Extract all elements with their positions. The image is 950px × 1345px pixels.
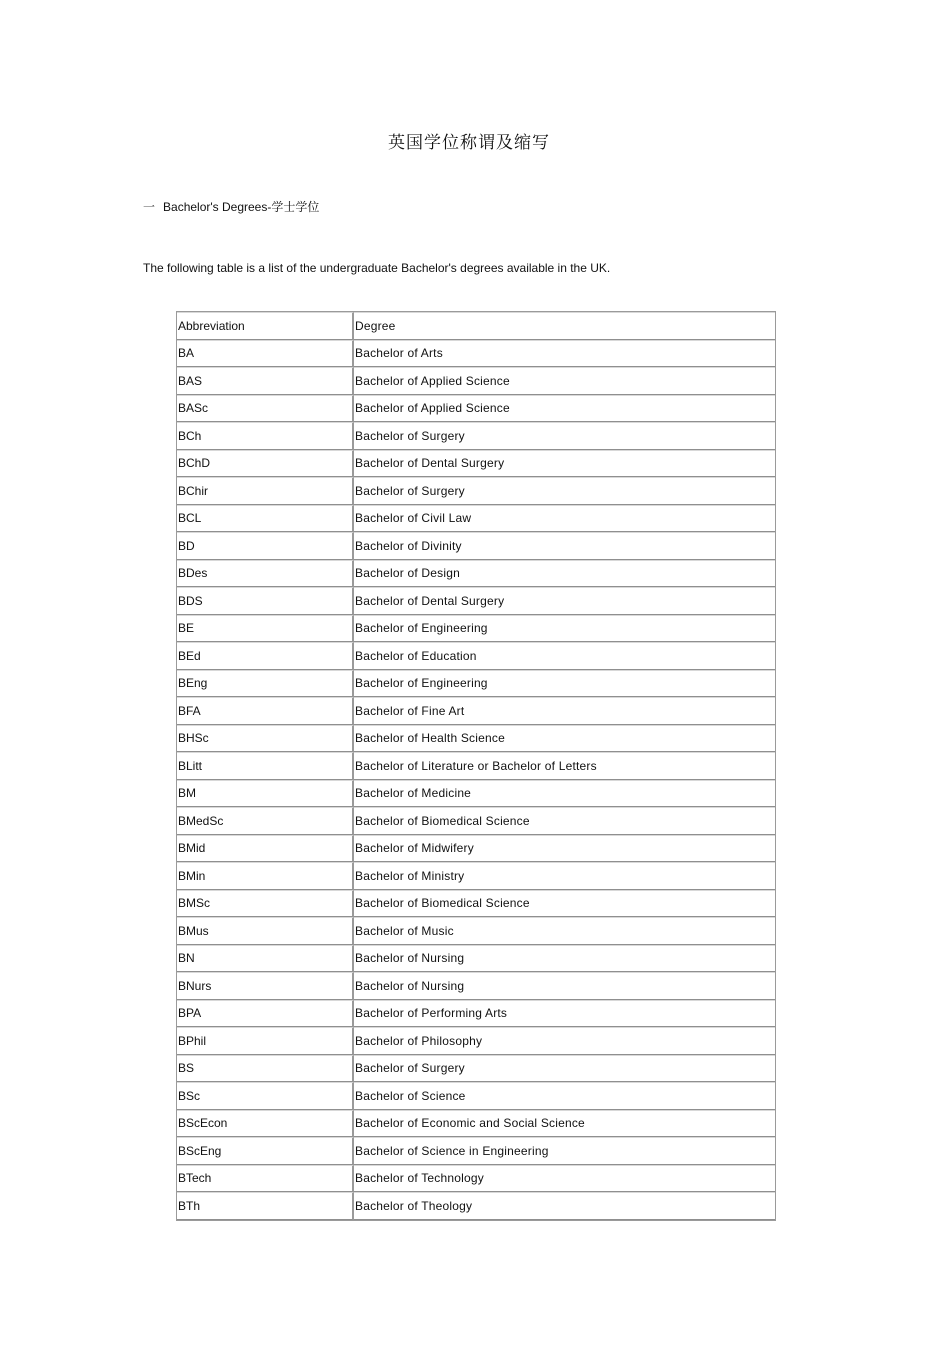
cell-degree: Bachelor of Economic and Social Science bbox=[354, 1110, 775, 1138]
table-row bbox=[177, 945, 775, 973]
cell-abbreviation: BChD bbox=[177, 450, 354, 478]
cell-degree: Bachelor of Health Science bbox=[354, 725, 775, 753]
cell-abbreviation: BNurs bbox=[177, 972, 354, 1000]
cell-degree: Bachelor of Engineering bbox=[354, 670, 775, 698]
section-heading bbox=[143, 198, 319, 215]
cell-abbreviation: BS bbox=[177, 1055, 354, 1083]
cell-abbreviation: BCh bbox=[177, 422, 354, 450]
cell-abbreviation: BMus bbox=[177, 917, 354, 945]
page-title: 英国学位称谓及缩写 bbox=[388, 133, 550, 153]
table-row bbox=[177, 725, 775, 753]
cell-abbreviation: BHSc bbox=[177, 725, 354, 753]
degrees-table bbox=[177, 312, 775, 1220]
table-row bbox=[177, 532, 775, 560]
cell-abbreviation: BMedSc bbox=[177, 807, 354, 835]
cell-abbreviation: BMSc bbox=[177, 890, 354, 918]
cell-degree: Bachelor of Surgery bbox=[354, 422, 775, 450]
table-row bbox=[177, 340, 775, 368]
table-row bbox=[177, 505, 775, 533]
section-number: 一 bbox=[143, 200, 156, 214]
cell-degree: Bachelor of Education bbox=[354, 642, 775, 670]
table-row bbox=[177, 560, 775, 588]
intro-paragraph: The following table is a list of the undergraduate Bachelor's degrees available in the UK. bbox=[143, 261, 611, 275]
cell-abbreviation: BTh bbox=[177, 1192, 354, 1220]
table-row bbox=[177, 752, 775, 780]
cell-degree: Bachelor of Dental Surgery bbox=[354, 587, 775, 615]
cell-degree: Bachelor of Civil Law bbox=[354, 505, 775, 533]
cell-degree: Bachelor of Technology bbox=[354, 1165, 775, 1193]
table-row bbox=[177, 1192, 775, 1220]
cell-degree: Bachelor of Medicine bbox=[354, 780, 775, 808]
cell-degree: Bachelor of Science in Engineering bbox=[354, 1137, 775, 1165]
table-row bbox=[177, 615, 775, 643]
table-row bbox=[177, 477, 775, 505]
table-row bbox=[177, 1165, 775, 1193]
table-row bbox=[177, 1082, 775, 1110]
cell-degree: Bachelor of Dental Surgery bbox=[354, 450, 775, 478]
table-row bbox=[177, 917, 775, 945]
table-row bbox=[177, 670, 775, 698]
cell-abbreviation: BD bbox=[177, 532, 354, 560]
table-row bbox=[177, 807, 775, 835]
section-label-cn: 学士学位 bbox=[271, 200, 320, 214]
header-abbreviation: Abbreviation bbox=[177, 312, 354, 340]
table-row bbox=[177, 862, 775, 890]
cell-abbreviation: BScEng bbox=[177, 1137, 354, 1165]
cell-degree: Bachelor of Design bbox=[354, 560, 775, 588]
cell-abbreviation: BChir bbox=[177, 477, 354, 505]
cell-abbreviation: BEd bbox=[177, 642, 354, 670]
degrees-table-frame bbox=[176, 311, 776, 1221]
cell-abbreviation: BFA bbox=[177, 697, 354, 725]
cell-abbreviation: BM bbox=[177, 780, 354, 808]
table-row bbox=[177, 835, 775, 863]
cell-abbreviation: BMid bbox=[177, 835, 354, 863]
header-degree: Degree bbox=[354, 312, 775, 340]
cell-degree: Bachelor of Surgery bbox=[354, 1055, 775, 1083]
section-label: Bachelor's Degrees- bbox=[163, 200, 272, 214]
cell-degree: Bachelor of Divinity bbox=[354, 532, 775, 560]
cell-abbreviation: BSc bbox=[177, 1082, 354, 1110]
table-row bbox=[177, 1000, 775, 1028]
cell-abbreviation: BScEcon bbox=[177, 1110, 354, 1138]
cell-abbreviation: BASc bbox=[177, 395, 354, 423]
table-row bbox=[177, 1137, 775, 1165]
cell-degree: Bachelor of Applied Science bbox=[354, 395, 775, 423]
cell-abbreviation: BMin bbox=[177, 862, 354, 890]
cell-abbreviation: BN bbox=[177, 945, 354, 973]
cell-abbreviation: BPhil bbox=[177, 1027, 354, 1055]
cell-degree: Bachelor of Theology bbox=[354, 1192, 775, 1220]
table-row bbox=[177, 890, 775, 918]
cell-abbreviation: BCL bbox=[177, 505, 354, 533]
table-row bbox=[177, 972, 775, 1000]
degrees-table-body bbox=[177, 312, 775, 1220]
cell-abbreviation: BLitt bbox=[177, 752, 354, 780]
cell-degree: Bachelor of Ministry bbox=[354, 862, 775, 890]
cell-abbreviation: BA bbox=[177, 340, 354, 368]
table-row bbox=[177, 587, 775, 615]
cell-degree: Bachelor of Biomedical Science bbox=[354, 807, 775, 835]
cell-degree: Bachelor of Performing Arts bbox=[354, 1000, 775, 1028]
cell-abbreviation: BDS bbox=[177, 587, 354, 615]
cell-degree: Bachelor of Biomedical Science bbox=[354, 890, 775, 918]
table-row bbox=[177, 1110, 775, 1138]
cell-abbreviation: BE bbox=[177, 615, 354, 643]
cell-degree: Bachelor of Nursing bbox=[354, 972, 775, 1000]
table-row bbox=[177, 422, 775, 450]
cell-degree: Bachelor of Philosophy bbox=[354, 1027, 775, 1055]
table-row bbox=[177, 395, 775, 423]
cell-degree: Bachelor of Nursing bbox=[354, 945, 775, 973]
cell-degree: Bachelor of Music bbox=[354, 917, 775, 945]
table-row bbox=[177, 642, 775, 670]
table-header-row bbox=[177, 312, 775, 340]
table-row bbox=[177, 780, 775, 808]
cell-abbreviation: BAS bbox=[177, 367, 354, 395]
cell-degree: Bachelor of Applied Science bbox=[354, 367, 775, 395]
cell-degree: Bachelor of Engineering bbox=[354, 615, 775, 643]
cell-degree: Bachelor of Science bbox=[354, 1082, 775, 1110]
cell-degree: Bachelor of Arts bbox=[354, 340, 775, 368]
cell-degree: Bachelor of Literature or Bachelor of Letters bbox=[354, 752, 775, 780]
table-row bbox=[177, 1055, 775, 1083]
cell-degree: Bachelor of Surgery bbox=[354, 477, 775, 505]
table-row bbox=[177, 367, 775, 395]
table-row bbox=[177, 697, 775, 725]
cell-degree: Bachelor of Fine Art bbox=[354, 697, 775, 725]
cell-abbreviation: BDes bbox=[177, 560, 354, 588]
cell-abbreviation: BTech bbox=[177, 1165, 354, 1193]
cell-degree: Bachelor of Midwifery bbox=[354, 835, 775, 863]
table-row bbox=[177, 1027, 775, 1055]
cell-abbreviation: BEng bbox=[177, 670, 354, 698]
table-row bbox=[177, 450, 775, 478]
cell-abbreviation: BPA bbox=[177, 1000, 354, 1028]
